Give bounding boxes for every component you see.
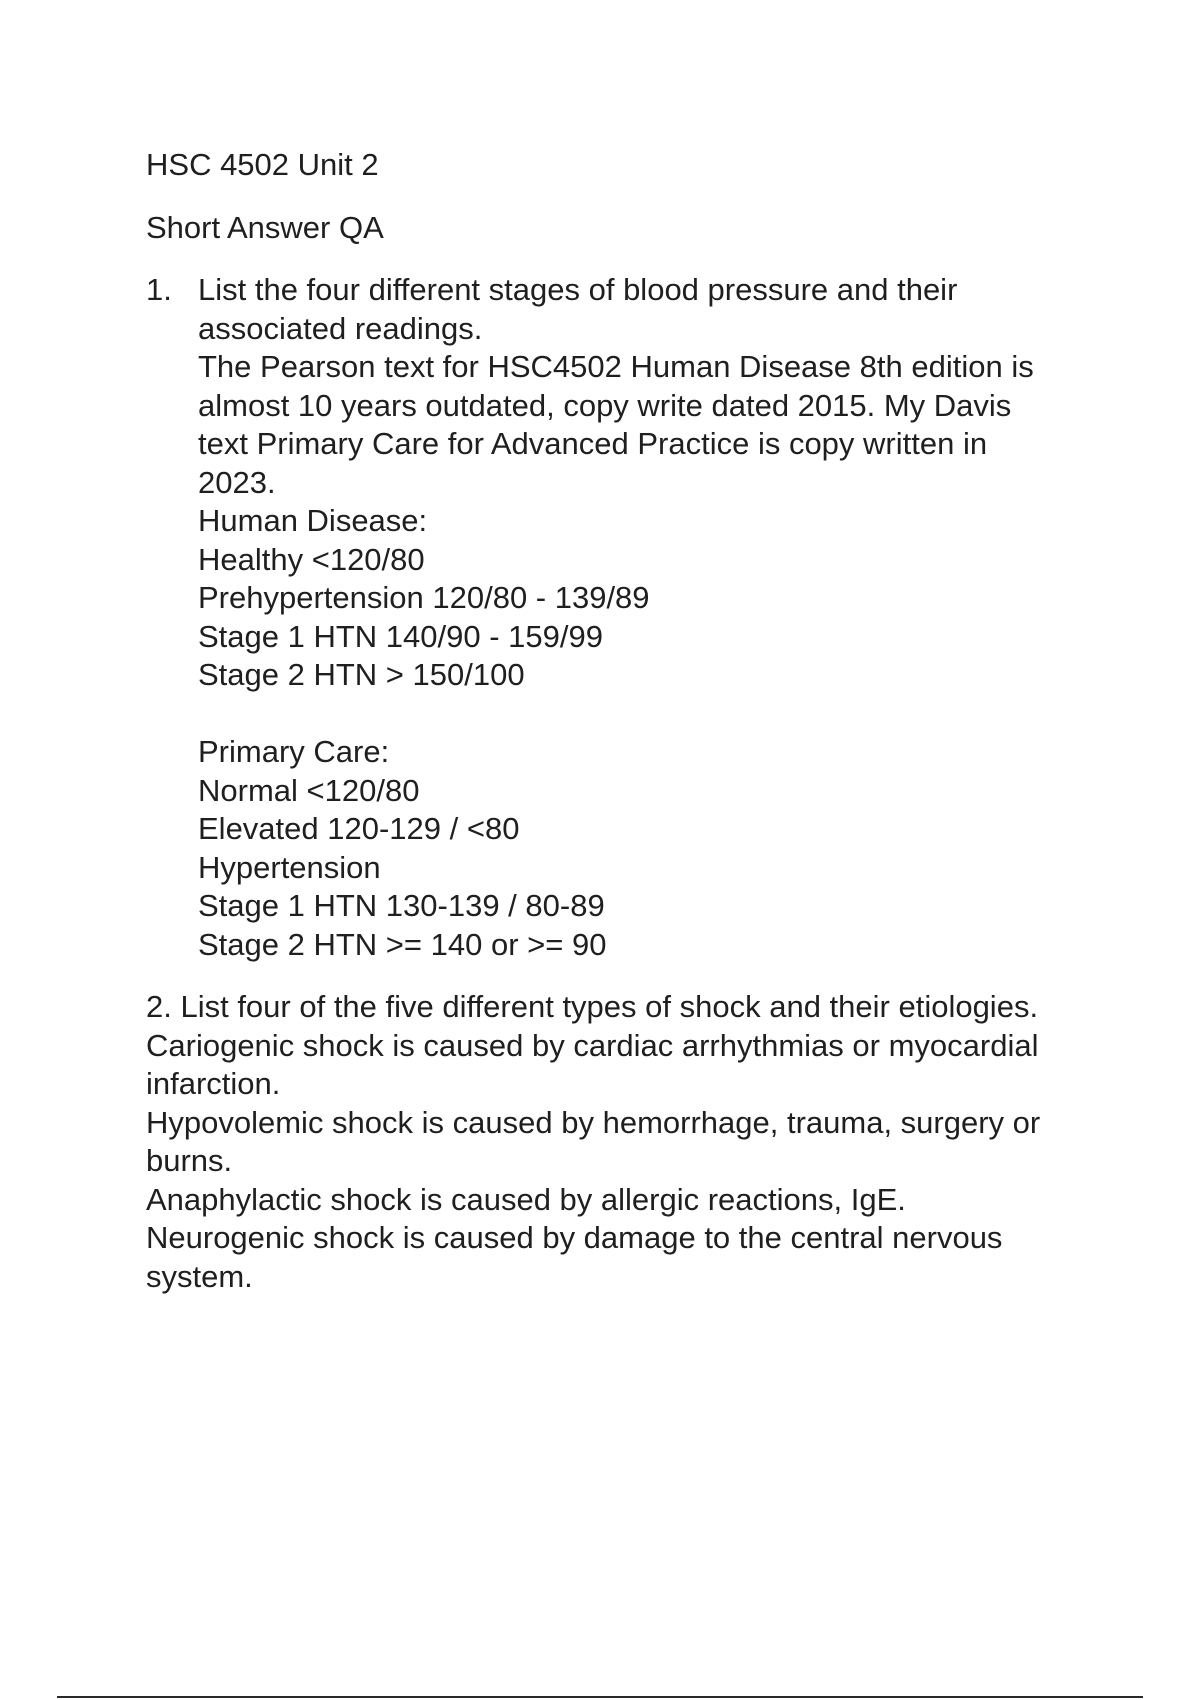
document-subtitle: Short Answer QA <box>146 209 384 245</box>
question-2-line: burns. <box>146 1143 233 1178</box>
primary-care-heading: Primary Care: <box>198 734 390 769</box>
question-2-line: Neurogenic shock is caused by damage to the central nervous <box>146 1220 1003 1255</box>
question-2-line: infarction. <box>146 1066 281 1101</box>
bp-stage-line: Hypertension <box>198 849 381 885</box>
bp-stage-line: Prehypertension 120/80 - 139/89 <box>198 580 650 615</box>
question-1-line: almost 10 years outdated, copy write dated 2015. My Davis <box>198 387 1012 423</box>
question-1-line: associated readings. <box>198 310 483 346</box>
question-2-line: Anaphylactic shock is caused by allergic reactions, IgE. <box>146 1181 906 1217</box>
bp-stage-line: Stage 2 HTN >= 140 or >= 90 <box>198 926 607 962</box>
bp-stage-line: Stage 1 HTN 140/90 - 159/99 <box>198 618 603 654</box>
bp-stage-line: Stage 1 HTN 130-139 / 80-89 <box>198 888 605 923</box>
question-2-line: Hypovolemic shock is caused by hemorrhage, trauma, surgery or <box>146 1104 1041 1140</box>
question-1-line: List the four different stages of blood pressure and their <box>198 272 958 307</box>
question-2-line: Cariogenic shock is caused by cardiac arrhythmias or myocardial <box>146 1027 1039 1063</box>
question-1 <box>146 271 1086 964</box>
bp-stage-line: Elevated 120-129 / <80 <box>198 811 520 846</box>
question-2-prompt: 2. List four of the five different types of shock and their etiologies. <box>146 989 1039 1024</box>
question-1-line: text Primary Care for Advanced Practice is copy written in <box>198 426 988 461</box>
question-1-number: 1. <box>146 272 172 307</box>
bp-stage-line: Healthy <120/80 <box>198 541 425 577</box>
human-disease-heading: Human Disease: <box>198 503 428 538</box>
question-1-body <box>198 271 1086 964</box>
question-2 <box>146 988 1086 1296</box>
blank-line <box>198 695 1086 734</box>
document-title: HSC 4502 Unit 2 <box>146 147 379 182</box>
bp-stage-line: Stage 2 HTN > 150/100 <box>198 657 525 692</box>
question-1-line: 2023. <box>198 464 276 500</box>
question-2-line: system. <box>146 1258 253 1294</box>
bottom-divider <box>57 1696 1143 1698</box>
bp-stage-line: Normal <120/80 <box>198 772 420 808</box>
document-page <box>146 146 1086 1296</box>
question-1-line: The Pearson text for HSC4502 Human Disease 8th edition is <box>198 349 1034 384</box>
